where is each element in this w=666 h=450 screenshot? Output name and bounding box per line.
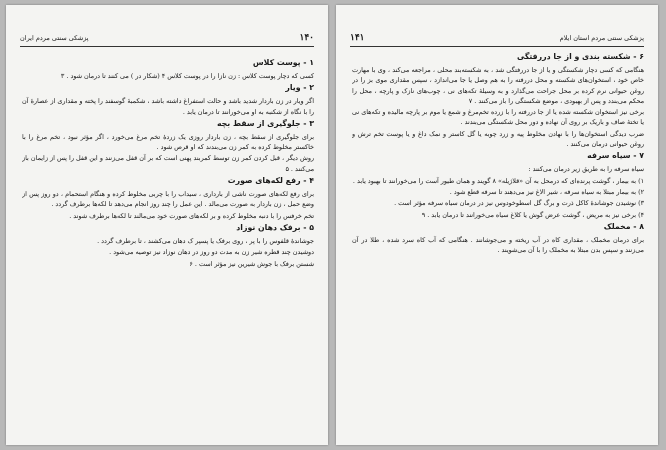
page-number: ۱۴۰ (299, 33, 314, 43)
paragraph: دوشیدن چند قطره شیر زن به مدت دو روز در دهان نوزاد نیز توصیه می‌شود . (109, 248, 314, 257)
right-page-body (352, 51, 644, 437)
section-heading: ۳ - جلوگیری از سقط بچه (216, 118, 314, 128)
section-viar (22, 82, 314, 117)
section-heading: ۲ - ویار (285, 83, 314, 93)
left-page-body (22, 57, 314, 437)
paragraph: شستن برفک با جوش شیرین نیز مؤثر است . ۶ (189, 259, 314, 268)
section-heading: ۷ - سیاه سرفه (587, 151, 644, 161)
running-title: پزشکی سنتی مردم استان ایلام (559, 34, 644, 42)
section-heading: ۶ - شکسته بندی و از جا دررفتگی (516, 52, 644, 61)
section-miscarriage (22, 118, 314, 174)
section-bone-setting (352, 51, 644, 149)
section-heading: ۱ - پوست کلاس (252, 58, 314, 67)
paragraph: برای رفع لکه‌های صورت ناشی از بارداری ، سیداب را با چربی مخلوط کرده و هنگام استحمام ، دو روز پس از وضع حمل ، زن باردار به صورت می‌مالد . این عمل را چند روز انجام می‌دهد تا لکه‌ها برطرف گردد . (22, 190, 314, 209)
left-running-head (20, 33, 314, 47)
section-heading: ۸ - مخملک (603, 221, 644, 231)
section-heading: ۵ - برفک دهان نوزاد (236, 222, 314, 232)
page-number: ۱۴۱ (350, 33, 365, 43)
right-page (336, 5, 658, 445)
paragraph: اگر ویار در زن باردار شدید باشد و حالت استفراغ داشته باشد ، شکمبهٔ گوسفند را پخته و مقداری از عصارهٔ آن را با نگاه از شکنبه به او می‌خورانند تا درمان یابد . (22, 97, 314, 116)
list-item: ۱) به بیمار ، گوشت پرنده‌ای که درمحل به آن «قلاژیله» ۸ گویند و همان طیور آست را می‌خورانند تا بهبود یابد . (352, 176, 644, 185)
paragraph: هنگامی که کسی دچار شکستگی و یا از جا دررفتگی شد ، به شکسته‌بند محلی ، مراجعه می‌کند ، وی با مهارت خاص خود ، استخوان‌های شکسته و محل دررفته را به هم وصل یا جا می‌اندازد ، سپس مقداری موی بز را در روغن حیوانی نرم کرده بر محل جراحت می‌گذارد و به وسیلهٔ تکه‌های نی ، چوب‌های نازک و پارچه ، محل را محکم می‌بندد و پس از بهبودی ، موضع شکستگی را باز می‌کنند . ۷ (352, 66, 644, 105)
paragraph: جوشاندهٔ قلفوس را با پر ، روی برفک یا پسپر ک دهان می‌کشند ، تا برطرف گردد . (97, 236, 314, 245)
paragraph: ضرب دیدگی استخوان‌ها را با نهادن مخلوط پیه و زرد چوبه یا گل کاستر و نمک داغ و یا پوست تخم ترش و روغن حیوانی درمان می‌کنند . (352, 129, 644, 149)
list-item: ۴) برخی نیز به مریض ، گوشت عرض گوش یا کلاغ سیاه می‌خورانند تا درمان یابد . ۹ (421, 210, 644, 219)
paragraph: برخی نیز استخوان شکسته شده یا از جا دررفته را با زرده تخم‌مرغ و شمع یا موم بر پارچه مالیده و تکه‌های نی یا تختهٔ صاف و باریک بر روی آن نهاده و دور محل شکستگی می‌بندند . (352, 108, 644, 127)
section-face-spots (22, 175, 314, 221)
paragraph: برای درمان مخملک ، مقداری کاه در آب ریخته و می‌جوشانند . هنگامی که آب کاه سرد شده ، طلا در آن می‌زنند و سپس بدن مبتلا به مخملک را با آن می‌شویند . (352, 235, 644, 255)
paragraph: تخم خرفس را با دنبه مخلوط کرده و بر لکه‌های صورت خود می‌مالند تا لکه‌ها برطرف شوند . (69, 211, 314, 220)
section-infant-thrush (22, 222, 314, 269)
left-page (6, 5, 328, 445)
section-scarlet-fever (352, 221, 644, 256)
section-whooping-cough (352, 150, 644, 219)
paragraph: کسی که دچار پوست کلاس : زن نازا را در پوست کلاس ۴ (شکار در ) می کنند تا درمان شود . ۳ (60, 72, 314, 80)
paragraph: سیاه سرفه را به طریق زیر درمان می‌کنند : (528, 165, 644, 174)
list-item: ۲) به بیمار مبتلا به سیاه سرفه ، شیر الاغ نیز می‌دهند تا سرفه قطع شود . (449, 187, 644, 196)
paragraph: روش دیگر ، قبل کردن کمر زن توسط کمربند پهنی است که بر آن قفل می‌زنند و این قفل را پس از زایمان باز می‌کنند . ۵ (22, 154, 314, 173)
list-item: ۳) نوشیدن جوشاندهٔ کاکل ذرت و برگ گل اسطوخودوس نیز در درمان سیاه سرفه مؤثر است . (394, 199, 644, 208)
running-title: پزشکی سنتی مردم ایران (20, 34, 89, 42)
section-pust-kalas (22, 57, 314, 81)
paragraph: برای جلوگیری از سقط بچه ، زن باردار روزی یک زردهٔ تخم مرغ می‌خورد ، اگر مؤثر نبود ، تخم مرغ را با خاکستر مخلوط کرده به کمر زن می‌بندند که او قرص شود . (22, 132, 314, 152)
right-running-head (350, 33, 644, 47)
section-heading: ۴ - رفع لکه‌های صورت (227, 176, 314, 186)
